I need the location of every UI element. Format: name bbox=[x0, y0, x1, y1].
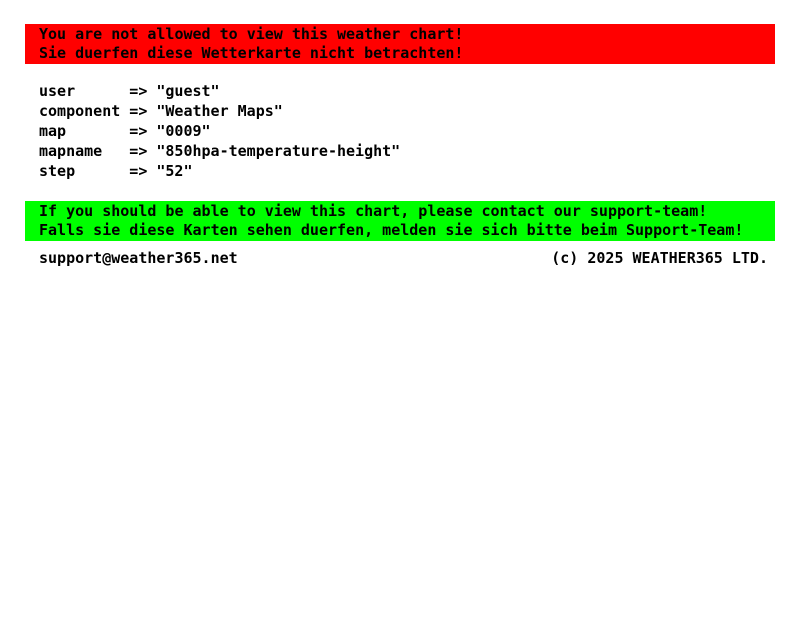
detail-row-component bbox=[39, 101, 800, 121]
footer bbox=[39, 248, 768, 268]
detail-row-step bbox=[39, 161, 800, 181]
arrow-glyph: => bbox=[129, 122, 148, 140]
arrow-glyph: => bbox=[129, 162, 148, 180]
detail-value: "52" bbox=[156, 162, 193, 180]
detail-value: "guest" bbox=[156, 82, 220, 100]
detail-row-mapname bbox=[39, 141, 800, 161]
detail-value: "0009" bbox=[156, 122, 211, 140]
arrow-glyph: => bbox=[129, 142, 148, 160]
arrow-glyph: => bbox=[129, 102, 148, 120]
error-banner bbox=[25, 24, 775, 64]
copyright-notice: (c) 2025 WEATHER365 LTD. bbox=[551, 249, 768, 267]
info-message-en: If you should be able to view this chart, please contact our support-team! bbox=[39, 202, 708, 220]
detail-key: user bbox=[39, 82, 76, 100]
detail-key: component bbox=[39, 102, 121, 120]
info-banner bbox=[25, 201, 775, 241]
detail-value: "850hpa-temperature-height" bbox=[156, 142, 401, 160]
request-details bbox=[39, 81, 800, 181]
support-email: support@weather365.net bbox=[39, 249, 238, 267]
detail-key: map bbox=[39, 122, 67, 140]
arrow-glyph: => bbox=[129, 82, 148, 100]
error-message-de: Sie duerfen diese Wetterkarte nicht betrachten! bbox=[39, 44, 464, 62]
detail-key: mapname bbox=[39, 142, 103, 160]
info-message-de: Falls sie diese Karten sehen duerfen, melden sie sich bitte beim Support-Team! bbox=[39, 221, 744, 239]
detail-row-map bbox=[39, 121, 800, 141]
detail-key: step bbox=[39, 162, 76, 180]
error-message-en: You are not allowed to view this weather chart! bbox=[39, 25, 464, 43]
detail-row-user bbox=[39, 81, 800, 101]
detail-value: "Weather Maps" bbox=[156, 102, 283, 120]
